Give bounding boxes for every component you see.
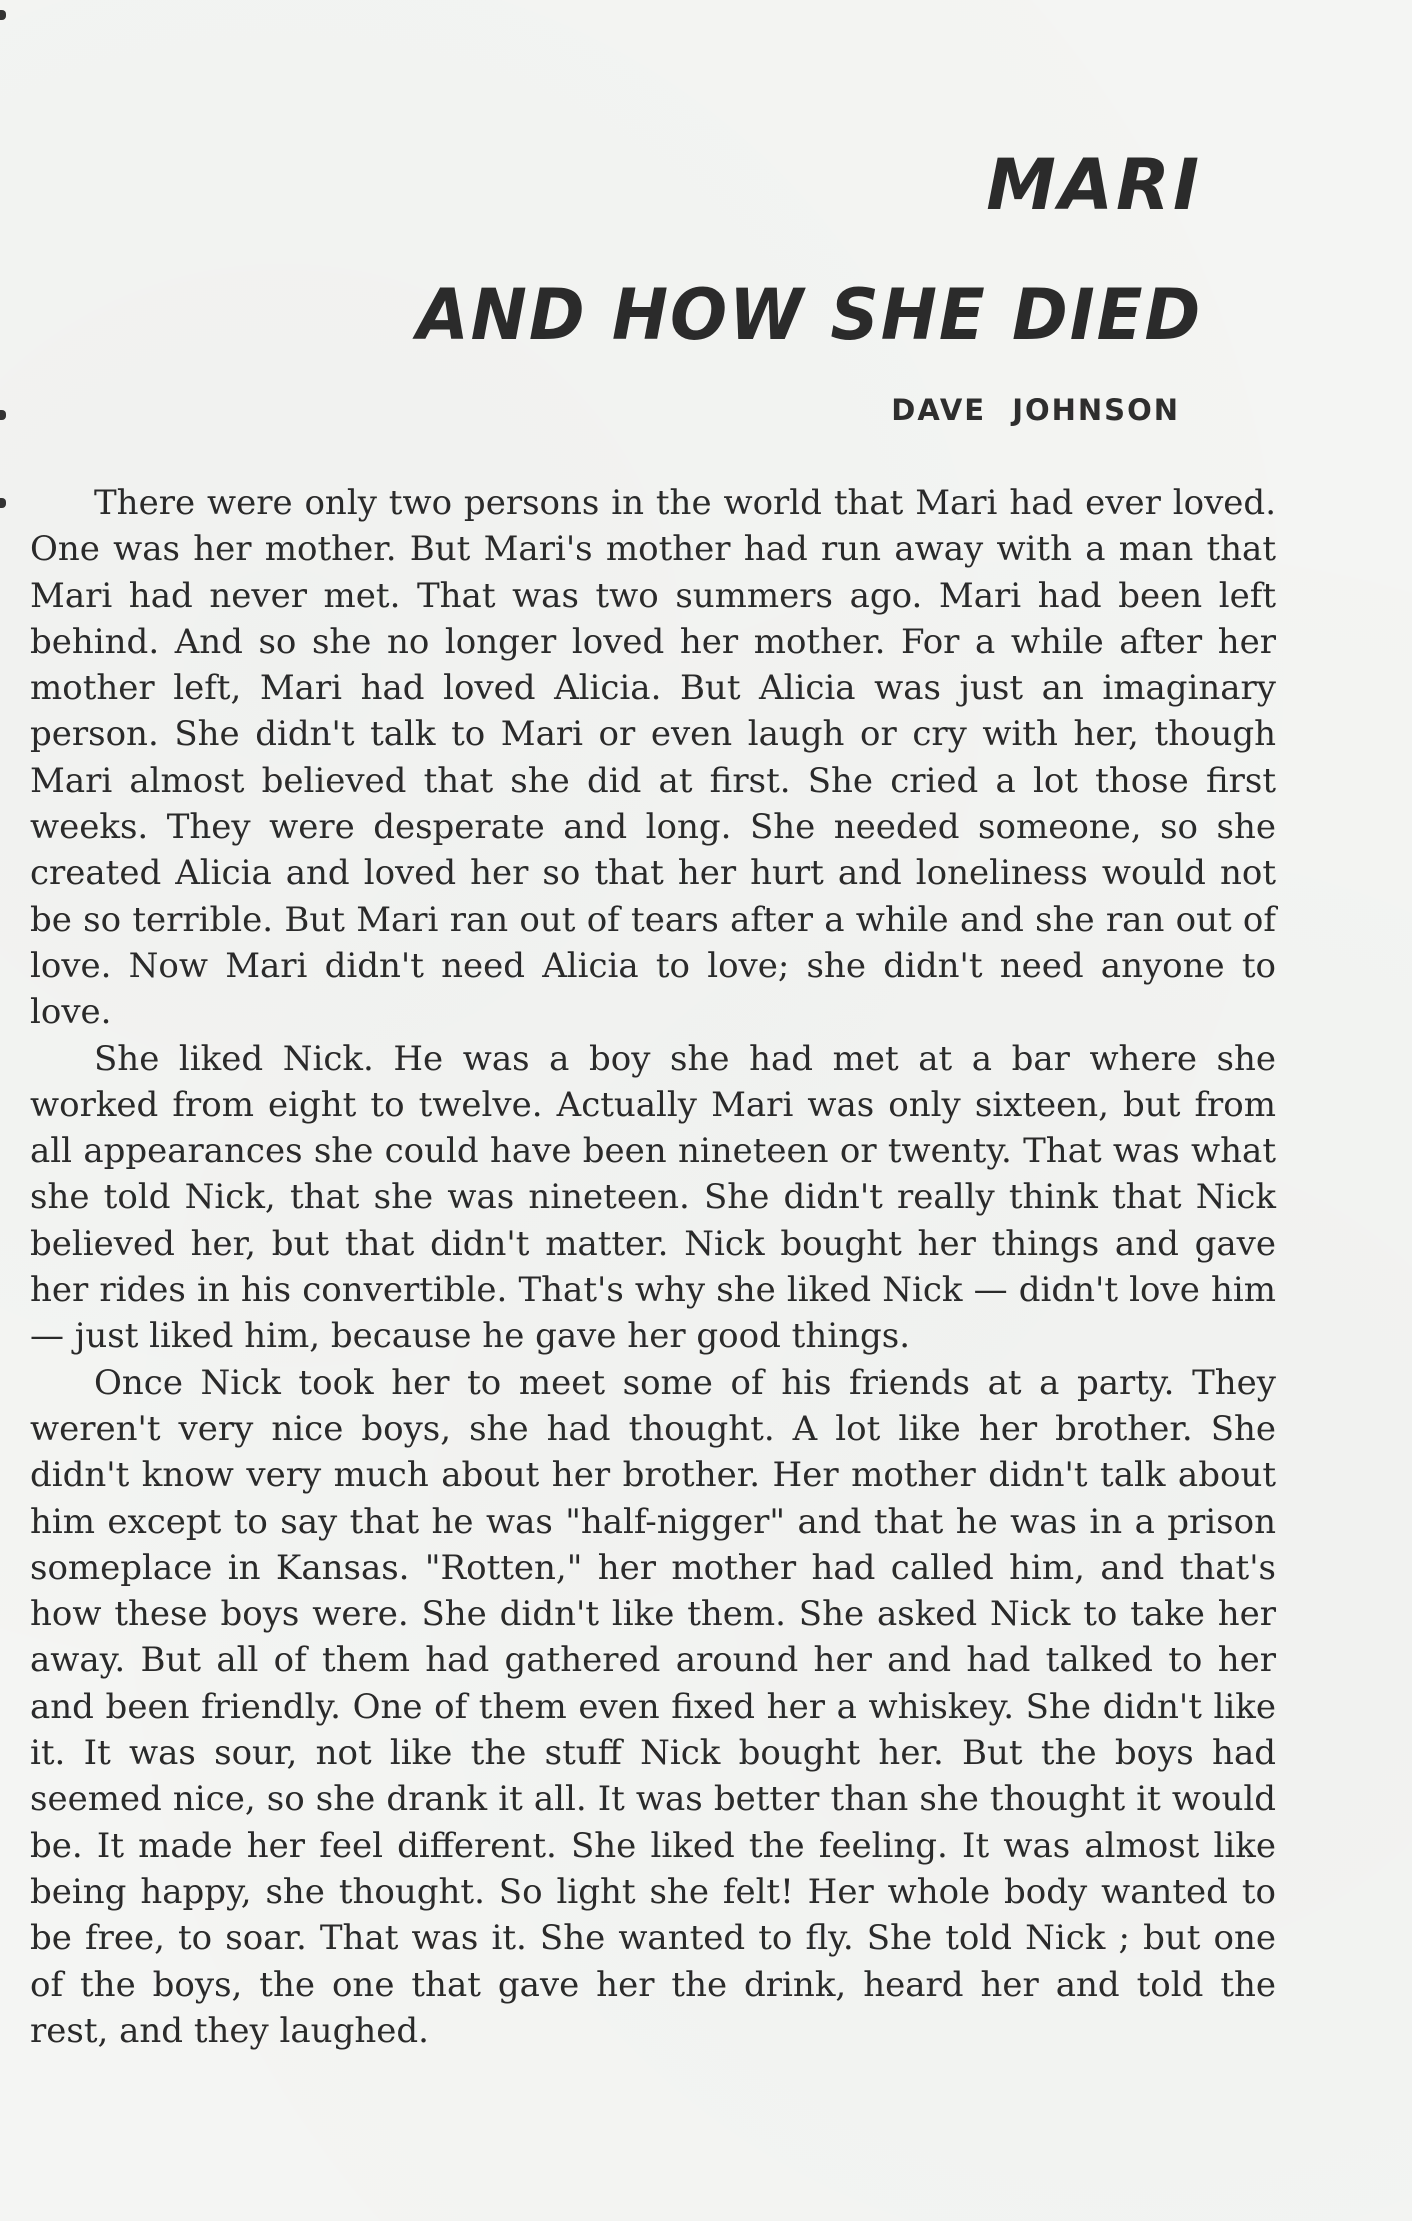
paragraph: Once Nick took her to meet some of his friends at a party. They weren't very nice boys, she had thought. A lot like her brother. She didn't know very much about her brother. Her mother didn't talk about him except to say that he was "half-nigger" and that he was in a prison someplace in Kansas. "Rotten," her mother had called him, and that's how these boys were. She didn't like them. She asked Nick to take her away. But all of them had gathered around her and had talked to her and been friendly. One of them even fixed her a whiskey. She didn't like it. It was sour, not like the stuff Nick bought her. But the boys had seemed nice, so she drank it all. It was better than she thought it would be. It made her feel different. She liked the feeling. It was almost like being happy, she thought. So light she felt! Her whole body wanted to be free, to soar. That was it. She wanted to fly. She told Nick ; but one of the boys, the one that gave her the drink, heard her and told the rest, and they laughed. <box>30 1362 1276 2051</box>
story-title <box>384 140 1202 360</box>
paragraph: There were only two persons in the world that Mari had ever loved. One was her mother. But Mari's mother had run away with a man that Mari had never met. That was two summers ago. Mari had been left behind. And so she no longer loved her mother. For a while after her mother left, Mari had loved Alicia. But Alicia was just an imaginary person. She didn't talk to Mari or even laugh or cry with her, though Mari almost believed that she did at first. She cried a lot those first weeks. They were desperate and long. She needed someone, so she created Alicia and loved her so that her hurt and loneliness would not be so terrible. But Mari ran out of tears after a while and she ran out of love. Now Mari didn't need Alicia to love; she didn't need anyone to love. <box>30 483 1276 1033</box>
scan-edge-mark <box>0 10 6 20</box>
title-line-2: AND HOW SHE DIED <box>416 274 1202 356</box>
title-line-1: MARI <box>986 144 1202 226</box>
story-body <box>30 480 1276 2054</box>
scan-edge-mark <box>0 498 6 508</box>
author-byline: DAVE JOHNSON <box>891 393 1180 427</box>
paragraph: She liked Nick. He was a boy she had met at a bar where she worked from eight to twelve. Actually Mari was only sixteen, but from all appearances she could have been nineteen or twenty. That was what she told Nick, that she was nineteen. She didn't really think that Nick believed her, but that didn't matter. Nick bought her things and gave her rides in his convertible. That's why she liked Nick — didn't love him — just liked him, because he gave her good things. <box>30 1038 1276 1357</box>
scan-edge-mark <box>0 410 6 420</box>
